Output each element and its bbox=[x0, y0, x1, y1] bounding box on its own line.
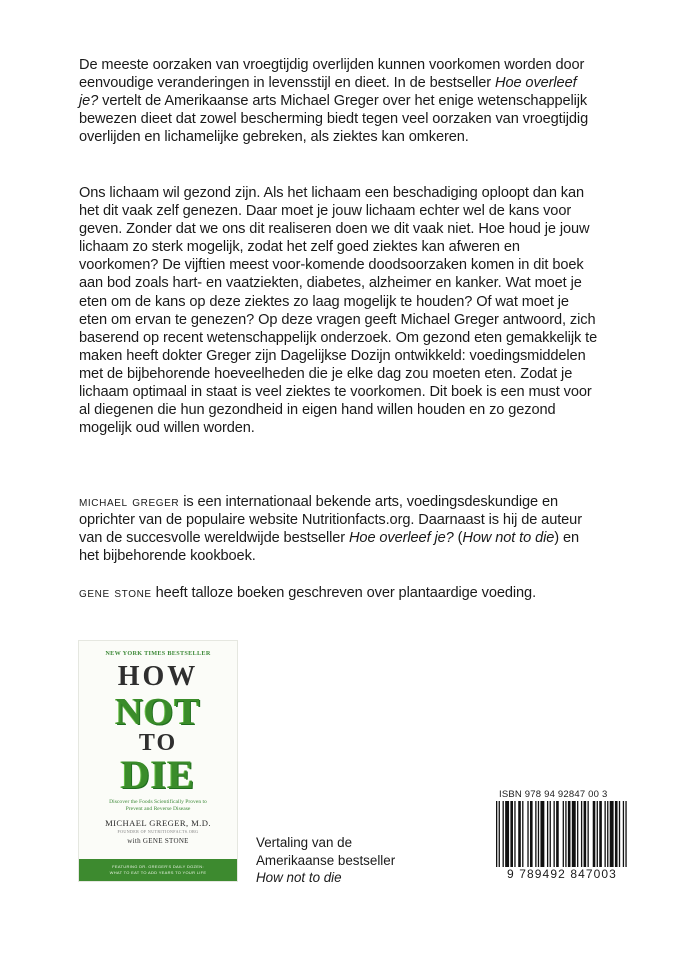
translation-original-title bbox=[256, 869, 456, 887]
cover-author: MICHAEL GREGER, M.D. bbox=[105, 818, 211, 828]
translation-line-1: Vertaling van de bbox=[256, 835, 353, 850]
book-cover-image bbox=[79, 641, 237, 881]
isbn-label: ISBN 978 94 92847 00 3 bbox=[499, 789, 608, 800]
blurb-text: vertelt de Amerikaanse arts Michael Greger over het enige wetenschappelijk bewezen dieet dat zowel bescherming biedt tegen veel oorzaken van vroegtijdig overlijden en lichamelijke gebreken, als ziektes kan omkeren. bbox=[79, 93, 589, 146]
cover-band-line-1: FEATURING DR. GREGER'S DAILY DOZEN: bbox=[112, 864, 204, 869]
book-title-dutch: Hoe overleef je? bbox=[79, 75, 577, 110]
blurb-paragraph-2: Ons lichaam wil gezond zijn. Als het lichaam een beschadiging oploopt dan kan het dit vaak zelf genezen. Daar moet je jouw lichaam echter wel de kans voor geven. Zonder dat we ons dit realiseren doen we dit vaak niet. Hoe houd je jouw lichaam zo sterk mogelijk, zodat het zelf goed ziektes kan afweren en voorkomen? De vijftien meest voor-komende doodsoorzaken komen in dit boek aan bod zoals hart- en vaatziekten, diabetes, alzheimer en kanker. Wat moet je eten om de kans op deze ziektes zo laag mogelijk te houden? Of wat moet je eten om ervan te genezen? Op deze vragen geeft Michael Greger antwoord, zich baserend op recent wetenschappelijk onderzoek. Om gezond eten gemakkelijk te maken heeft dokter Greger zijn Dagelijkse Dozijn ontwikkeld: voedingsmiddelen met de bijbehorende hoeveelheden die je elke dag zou moeten eten. Zodat je lichaam optimaal in staat is veel ziektes te voorkomen. Dit boek is een must voor al diegenen die hun gezondheid in eigen hand willen houden en zo gezond mogelijk oud willen worden. bbox=[79, 185, 598, 437]
book-title-dutch: Hoe overleef je? bbox=[348, 530, 454, 547]
cover-subtitle: Discover the Foods Scientifically Proven to Prevent and Reverse Disease bbox=[109, 799, 207, 812]
cover-band-line-2: WHAT TO EAT TO ADD YEARS TO YOUR LIFE bbox=[109, 870, 207, 875]
bio-text: ) en het bijbehorende kookboek. bbox=[79, 530, 580, 565]
cover-coauthor: with GENE STONE bbox=[127, 837, 189, 845]
blurb-text: De meeste oorzaken van vroegtijdig overlijden kunnen voorkomen worden door eenvoudige veranderingen in levensstijl en dieet. In de bestseller bbox=[79, 57, 585, 92]
isbn-digits: 9 789492 847003 bbox=[507, 867, 617, 881]
cover-author-credit: FOUNDER OF NUTRITIONFACTS.ORG bbox=[117, 829, 199, 834]
translation-note bbox=[256, 834, 456, 887]
cover-title-not: NOT bbox=[115, 691, 201, 733]
cover-title-to: TO bbox=[138, 730, 178, 756]
cover-nyt-bestseller: NEW YORK TIMES BESTSELLER bbox=[105, 650, 211, 657]
author-name-greger: michael greger bbox=[79, 494, 180, 510]
original-title-text: How not to die bbox=[256, 870, 342, 885]
bio-text: is een internationaal bekende arts, voedingsdeskundige en oprichter van de populaire website Nutritionfacts.org. Daarnaast is hij de auteur van de succesvolle wereldwijde bestseller bbox=[79, 494, 582, 547]
author-bio-stone bbox=[79, 584, 599, 602]
cover-green-band bbox=[79, 859, 237, 881]
cover-title-die: DIE bbox=[120, 752, 196, 797]
author-name-stone: gene stone bbox=[79, 585, 152, 601]
translation-line-2: Amerikaanse bestseller bbox=[256, 852, 396, 868]
blurb-paragraph-1 bbox=[79, 56, 599, 146]
barcode-icon bbox=[496, 801, 628, 867]
cover-title-how: HOW bbox=[117, 661, 199, 692]
author-bio-greger: michael greger is een internationaal bekende arts, voedingsdeskundige en oprichter van de populaire website Nutritionfacts.org. Daarnaast is hij de auteur van de succesvolle wereldwijde bestseller Hoe overleef je? (How not to die) en het bijbehorende kookboek. bbox=[79, 494, 582, 565]
bio-text: heeft talloze boeken geschreven over plantaardige voeding. bbox=[151, 585, 537, 601]
book-title-english: How not to die bbox=[462, 530, 555, 547]
